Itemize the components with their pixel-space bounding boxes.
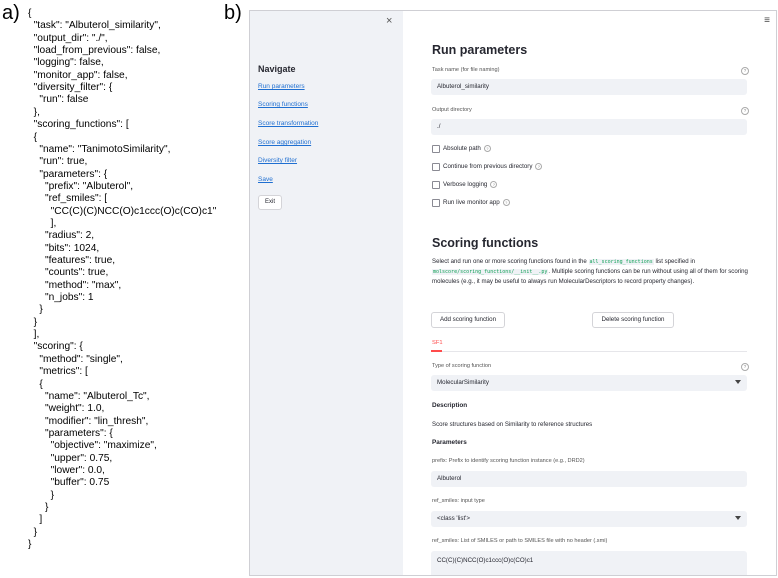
config-line: "run": true,: [28, 156, 88, 168]
config-line: {: [28, 378, 43, 390]
config-line: "counts": true,: [28, 267, 109, 279]
config-line: ],: [28, 217, 57, 229]
help-icon[interactable]: ?: [484, 145, 491, 152]
config-line: "scoring_functions": [: [28, 119, 129, 131]
chevron-down-icon: [735, 380, 741, 384]
config-line: "method": "max",: [28, 279, 122, 291]
config-line: }: [28, 489, 55, 501]
ref-smiles-type-label: ref_smiles: input type: [432, 498, 485, 504]
config-line: "parameters": {: [28, 168, 108, 180]
help-icon[interactable]: ?: [741, 107, 749, 115]
nav-link-score-transformation[interactable]: Score transformation: [258, 120, 319, 127]
sidebar: [250, 11, 403, 575]
prefix-input[interactable]: [431, 471, 747, 487]
parameters-heading: Parameters: [432, 439, 467, 446]
config-line: ]: [28, 514, 43, 526]
config-line: "logging": false,: [28, 57, 104, 69]
continue-previous-label: Continue from previous directory ?: [443, 163, 542, 170]
config-line: "scoring": {: [28, 341, 83, 353]
config-line: "method": "single",: [28, 353, 123, 365]
nav-link-scoring-functions[interactable]: Scoring functions: [258, 101, 308, 108]
config-line: "upper": 0.75,: [28, 452, 113, 464]
config-line: "output_dir": "./",: [28, 32, 108, 44]
tab-divider: [431, 351, 747, 352]
absolute-path-checkbox[interactable]: [432, 145, 440, 153]
app-window: [249, 10, 777, 576]
continue-previous-checkbox[interactable]: [432, 163, 440, 171]
status-indicator-icon: [756, 575, 766, 576]
config-line: },: [28, 106, 40, 118]
config-line: }: [28, 539, 32, 551]
nav-link-save[interactable]: Save: [258, 176, 273, 183]
help-icon[interactable]: ?: [741, 67, 749, 75]
verbose-logging-label: Verbose logging ?: [443, 181, 497, 188]
description-text: Score structures based on Similarity to reference structures: [432, 421, 593, 428]
config-line: }: [28, 526, 38, 538]
scoring-type-value: MolecularSimilarity: [437, 379, 489, 386]
ref-smiles-list-label: ref_smiles: List of SMILES or path to SMILES file with no header (.smi): [432, 538, 608, 544]
json-config-panel: [28, 8, 238, 574]
chevron-down-icon: [735, 516, 741, 520]
config-line: "modifier": "lin_thresh",: [28, 415, 149, 427]
task-name-value: Albuterol_similarity: [437, 83, 489, 90]
panel-label-b: b): [224, 2, 242, 24]
task-name-input[interactable]: [431, 79, 747, 95]
config-line: "bits": 1024,: [28, 242, 100, 254]
ref-smiles-value: CC(C)(C)NCC(O)c1ccc(O)c(CO)c1: [437, 557, 534, 564]
nav-link-diversity-filter[interactable]: Diversity filter: [258, 157, 298, 164]
output-dir-label: Output directory: [432, 107, 472, 113]
config-line: "load_from_previous": false,: [28, 45, 161, 57]
output-dir-input[interactable]: [431, 119, 747, 135]
description-heading: Description: [432, 402, 468, 409]
config-line: ],: [28, 329, 40, 341]
config-line: "metrics": [: [28, 366, 88, 378]
config-line: }: [28, 316, 38, 328]
config-line: }: [28, 502, 49, 513]
hamburger-menu-icon[interactable]: ≡: [764, 15, 770, 26]
scoring-functions-heading: Scoring functions: [432, 236, 539, 250]
config-line: "monitor_app": false,: [28, 69, 128, 81]
task-name-label: Task name (for file naming): [432, 67, 500, 73]
config-line: "ref_smiles": [: [28, 193, 108, 205]
run-parameters-heading: Run parameters: [432, 43, 528, 57]
config-line: "name": "Albuterol_Tc",: [28, 390, 150, 402]
add-scoring-function-button[interactable]: Add scoring function: [431, 312, 505, 328]
config-line: "parameters": {: [28, 427, 113, 439]
config-line: "CC(C)(C)NCC(O)c1ccc(O)c(CO)c1": [28, 205, 217, 217]
prefix-value: Albuterol: [437, 475, 462, 482]
main-content: [403, 11, 776, 575]
config-line: "weight": 1.0,: [28, 403, 105, 415]
absolute-path-label: Absolute path ?: [443, 145, 491, 152]
nav-link-run-parameters[interactable]: Run parameters: [258, 83, 305, 90]
help-icon[interactable]: ?: [535, 163, 542, 170]
config-line: "objective": "maximize",: [28, 440, 157, 452]
close-icon[interactable]: ×: [386, 15, 393, 27]
config-line: {: [28, 131, 38, 143]
scoring-type-select[interactable]: [431, 375, 747, 391]
config-line: "diversity_filter": {: [28, 82, 113, 94]
tab-sf1[interactable]: SF1: [432, 340, 443, 346]
scoring-functions-description: Select and run one or more scoring functions found in the all_scoring_functions list specified in molscore/scoring_functions/__init__.py. Multiple scoring functions can be run without using all of them for scoring molecules (e.g., it may be useful to always run MolecularDescriptors to record property changes).: [432, 258, 748, 285]
tab-active-indicator: [431, 350, 442, 352]
live-monitor-checkbox[interactable]: [432, 199, 440, 207]
config-line: "name": "TanimotoSimilarity",: [28, 143, 171, 155]
config-line: "buffer": 0.75: [28, 477, 110, 489]
ref-smiles-type-select[interactable]: [431, 511, 747, 527]
config-line: "run": false: [28, 94, 89, 106]
config-line: "task": "Albuterol_similarity",: [28, 20, 161, 32]
ref-smiles-textarea[interactable]: [431, 551, 747, 576]
scoring-type-label: Type of scoring function: [432, 363, 492, 369]
config-line: {: [28, 8, 32, 19]
config-line: "radius": 2,: [28, 230, 95, 242]
ref-smiles-type-value: <class 'list'>: [437, 515, 470, 522]
exit-button[interactable]: Exit: [258, 195, 282, 210]
config-line: "features": true,: [28, 255, 116, 266]
sidebar-title: Navigate: [258, 64, 296, 74]
panel-label-a: a): [2, 2, 20, 24]
help-icon[interactable]: ?: [490, 181, 497, 188]
config-line: "prefix": "Albuterol",: [28, 180, 134, 192]
verbose-logging-checkbox[interactable]: [432, 181, 440, 189]
nav-link-score-aggregation[interactable]: Score aggregation: [258, 139, 312, 146]
config-line: "n_jobs": 1: [28, 292, 94, 304]
output-dir-value: ./: [437, 123, 441, 130]
help-icon[interactable]: ?: [741, 363, 749, 371]
help-icon[interactable]: ?: [503, 199, 510, 206]
live-monitor-label: Run live monitor app ?: [443, 199, 510, 206]
delete-scoring-function-button[interactable]: Delete scoring function: [592, 312, 674, 328]
prefix-label: prefix: Prefix to identify scoring function instance (e.g., DRD2): [432, 458, 585, 464]
config-line: }: [28, 304, 43, 316]
config-line: "lower": 0.0,: [28, 464, 105, 476]
